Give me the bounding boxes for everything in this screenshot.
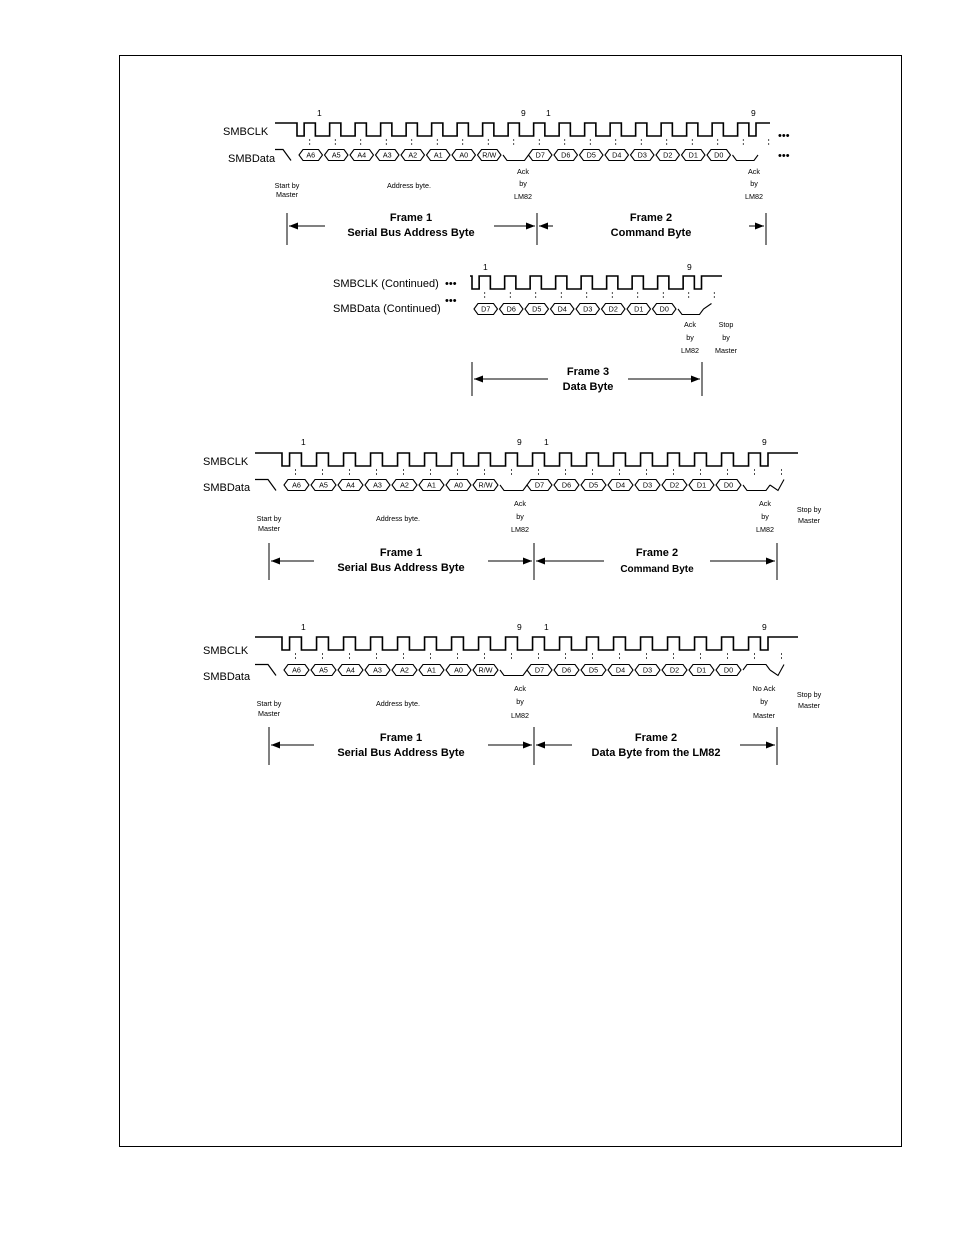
start-by-master-note: Start by — [256, 699, 282, 708]
address-bit-cell-label: A3 — [373, 665, 382, 675]
ack-note: Ack — [514, 499, 526, 508]
address-bit-cell-label: A4 — [357, 150, 367, 160]
timing-diagram-read — [203, 622, 822, 765]
no-ack-note: by — [760, 697, 768, 706]
data-bit-cell-label: D5 — [588, 480, 599, 490]
address-bit-cell-label: A0 — [459, 150, 469, 160]
frame-1-title: Frame 1 — [389, 212, 433, 224]
timing-diagram-write-frames-1-2 — [223, 108, 790, 245]
data-bit-cell-label: D3 — [642, 665, 653, 675]
data-bit-cell-label: D2 — [669, 480, 680, 490]
ack-note: by — [516, 512, 524, 521]
clock-tick-label: 1 — [546, 108, 551, 118]
clock-tick-label: 9 — [687, 262, 692, 272]
frame-2-title: Frame 2 — [635, 547, 679, 559]
ack-note: by — [519, 179, 527, 188]
clock-tick-label: 9 — [762, 437, 767, 447]
clock-tick-label: 9 — [517, 437, 522, 447]
ack-note: by — [516, 697, 524, 706]
frame-2-subtitle: Data Byte from the LM82 — [591, 747, 721, 759]
data-bit-cell-label: D5 — [532, 304, 542, 314]
data-bit-cell-label: D4 — [612, 150, 622, 160]
address-bit-cell-label: R/W — [478, 480, 493, 490]
frame-2-span — [539, 212, 766, 245]
smbclk-label: SMBCLK — [203, 456, 249, 468]
ack-note: Ack — [684, 320, 696, 329]
smbdata-label: SMBData — [228, 153, 276, 165]
data-bit-cell-label: D0 — [714, 150, 724, 160]
data-bit-cell-label: D1 — [688, 150, 698, 160]
stop-by-master-note: by — [722, 333, 730, 342]
clock-tick-label: 9 — [751, 108, 756, 118]
stop-by-master-note: Master — [798, 701, 820, 710]
ack-note: Ack — [514, 684, 526, 693]
clock-tick-label: 1 — [483, 262, 488, 272]
no-ack-note: No Ack — [752, 684, 776, 693]
address-bit-cell-label: A0 — [454, 480, 463, 490]
data-bit-cell-label: D0 — [723, 480, 734, 490]
ack-note: LM82 — [514, 192, 532, 201]
address-bit-cell-label: A6 — [306, 150, 316, 160]
ack-note: LM82 — [745, 192, 763, 201]
smbclk-waveform — [255, 637, 798, 660]
ack-note: LM82 — [511, 525, 529, 534]
start-by-master-note: Master — [276, 190, 298, 199]
data-bit-cell-label: D6 — [561, 150, 571, 160]
frame-1-title: Frame 1 — [379, 547, 423, 559]
data-bit-cell-label: D7 — [534, 480, 545, 490]
smbdata-waveform — [275, 150, 758, 161]
data-bit-cell-label: D4 — [615, 665, 626, 675]
data-bit-cell-label: D1 — [634, 304, 644, 314]
frame-1-subtitle: Serial Bus Address Byte — [347, 227, 475, 239]
timing-diagram-set-pointer — [203, 437, 822, 580]
ack-note: by — [761, 512, 769, 521]
smbclk-label: SMBCLK — [203, 645, 249, 657]
smbclk-waveform — [275, 123, 770, 146]
smbdata-waveform — [255, 480, 784, 491]
data-bit-cell-label: D5 — [588, 665, 599, 675]
address-byte-note: Address byte. — [376, 699, 420, 708]
address-bit-cell-label: A3 — [382, 150, 392, 160]
clock-tick-label: 1 — [544, 437, 549, 447]
data-bit-cell-label: D0 — [659, 304, 669, 314]
frame-1-span — [287, 212, 537, 245]
address-bit-cell-label: A1 — [427, 480, 436, 490]
smbdata-label: SMBData (Continued) — [333, 303, 441, 315]
data-bit-cell-label: D7 — [534, 665, 545, 675]
clock-tick-label: 9 — [762, 622, 767, 632]
frame-3-subtitle: Data Byte — [562, 381, 614, 393]
data-bit-cell-label: D1 — [696, 480, 707, 490]
frame-1-span — [269, 543, 534, 580]
address-bit-cell-label: R/W — [482, 150, 497, 160]
frame-2-span — [536, 543, 777, 580]
continuation-dots: ••• — [445, 295, 457, 307]
ack-note: Ack — [517, 167, 529, 176]
start-by-master-note: Master — [258, 709, 280, 718]
stop-by-master-note: Stop — [718, 320, 734, 329]
frame-1-span — [269, 727, 534, 765]
address-bit-cell-label: A4 — [346, 665, 355, 675]
address-bit-cell-label: A0 — [454, 665, 463, 675]
data-bit-cell-label: D6 — [561, 480, 572, 490]
stop-by-master-note: Stop by — [796, 690, 822, 699]
ack-note: LM82 — [756, 525, 774, 534]
ack-note: LM82 — [511, 711, 529, 720]
address-bit-cell-label: A1 — [433, 150, 443, 160]
address-bit-cell-label: A1 — [427, 665, 436, 675]
data-bit-cell-label: D5 — [586, 150, 596, 160]
frame-3-title: Frame 3 — [566, 366, 610, 378]
smbdata-waveform — [474, 304, 712, 315]
address-bit-cell-label: A2 — [408, 150, 418, 160]
frame-2-title: Frame 2 — [629, 212, 673, 224]
address-bit-cell-label: A5 — [319, 480, 328, 490]
clock-tick-label: 9 — [517, 622, 522, 632]
timing-diagram-write-frame-3 — [333, 262, 738, 396]
address-bit-cell-label: A4 — [346, 480, 355, 490]
smbclk-label: SMBCLK (Continued) — [333, 278, 439, 290]
clock-tick-label: 1 — [301, 437, 306, 447]
start-by-master-note: Start by — [256, 514, 282, 523]
stop-by-master-note: Stop by — [796, 505, 822, 514]
continuation-dots: ••• — [445, 278, 457, 290]
frame-2-subtitle: Command Byte — [620, 564, 694, 575]
smbdata-label: SMBData — [203, 482, 251, 494]
data-bit-cell-label: D7 — [535, 150, 545, 160]
stop-by-master-note: Master — [715, 346, 737, 355]
address-byte-note: Address byte. — [387, 181, 431, 190]
data-bit-cell-label: D3 — [583, 304, 593, 314]
frame-1-subtitle: Serial Bus Address Byte — [337, 747, 465, 759]
frame-1-title: Frame 1 — [379, 732, 423, 744]
smbclk-waveform — [255, 453, 798, 476]
continuation-dots: ••• — [778, 150, 790, 162]
address-bit-cell-label: A6 — [292, 665, 301, 675]
clock-tick-label: 1 — [544, 622, 549, 632]
start-by-master-note: Master — [258, 524, 280, 533]
ack-note: by — [686, 333, 694, 342]
data-bit-cell-label: D3 — [637, 150, 647, 160]
clock-tick-label: 1 — [301, 622, 306, 632]
data-bit-cell-label: D6 — [506, 304, 516, 314]
address-bit-cell-label: A2 — [400, 665, 409, 675]
continuation-dots: ••• — [778, 130, 790, 142]
ack-note: by — [750, 179, 758, 188]
start-by-master-note: Start by — [274, 181, 300, 190]
smbclk-label: SMBCLK — [223, 126, 269, 138]
ack-note: Ack — [748, 167, 760, 176]
smbdata-waveform — [255, 665, 784, 676]
data-bit-cell-label: D2 — [608, 304, 618, 314]
frame-2-title: Frame 2 — [634, 732, 678, 744]
address-bit-cell-label: A2 — [400, 480, 409, 490]
frame-1-subtitle: Serial Bus Address Byte — [337, 562, 465, 574]
frame-3-span — [472, 362, 702, 396]
data-bit-cell-label: D4 — [615, 480, 626, 490]
address-byte-note: Address byte. — [376, 514, 420, 523]
data-bit-cell-label: D1 — [696, 665, 707, 675]
clock-tick-label: 1 — [317, 108, 322, 118]
ack-note: LM82 — [681, 346, 699, 355]
smbdata-label: SMBData — [203, 671, 251, 683]
clock-tick-label: 9 — [521, 108, 526, 118]
address-bit-cell-label: R/W — [478, 665, 493, 675]
data-bit-cell-label: D0 — [723, 665, 734, 675]
address-bit-cell-label: A6 — [292, 480, 301, 490]
ack-note: Ack — [759, 499, 771, 508]
no-ack-note: Master — [753, 711, 775, 720]
frame-2-subtitle: Command Byte — [610, 227, 692, 239]
address-bit-cell-label: A5 — [331, 150, 341, 160]
frame-2-span — [536, 727, 777, 765]
stop-by-master-note: Master — [798, 516, 820, 525]
data-bit-cell-label: D2 — [669, 665, 680, 675]
data-bit-cell-label: D6 — [561, 665, 572, 675]
address-bit-cell-label: A3 — [373, 480, 382, 490]
data-bit-cell-label: D4 — [557, 304, 567, 314]
smbclk-waveform — [470, 276, 722, 299]
data-bit-cell-label: D7 — [481, 304, 491, 314]
address-bit-cell-label: A5 — [319, 665, 328, 675]
data-bit-cell-label: D2 — [663, 150, 673, 160]
data-bit-cell-label: D3 — [642, 480, 653, 490]
